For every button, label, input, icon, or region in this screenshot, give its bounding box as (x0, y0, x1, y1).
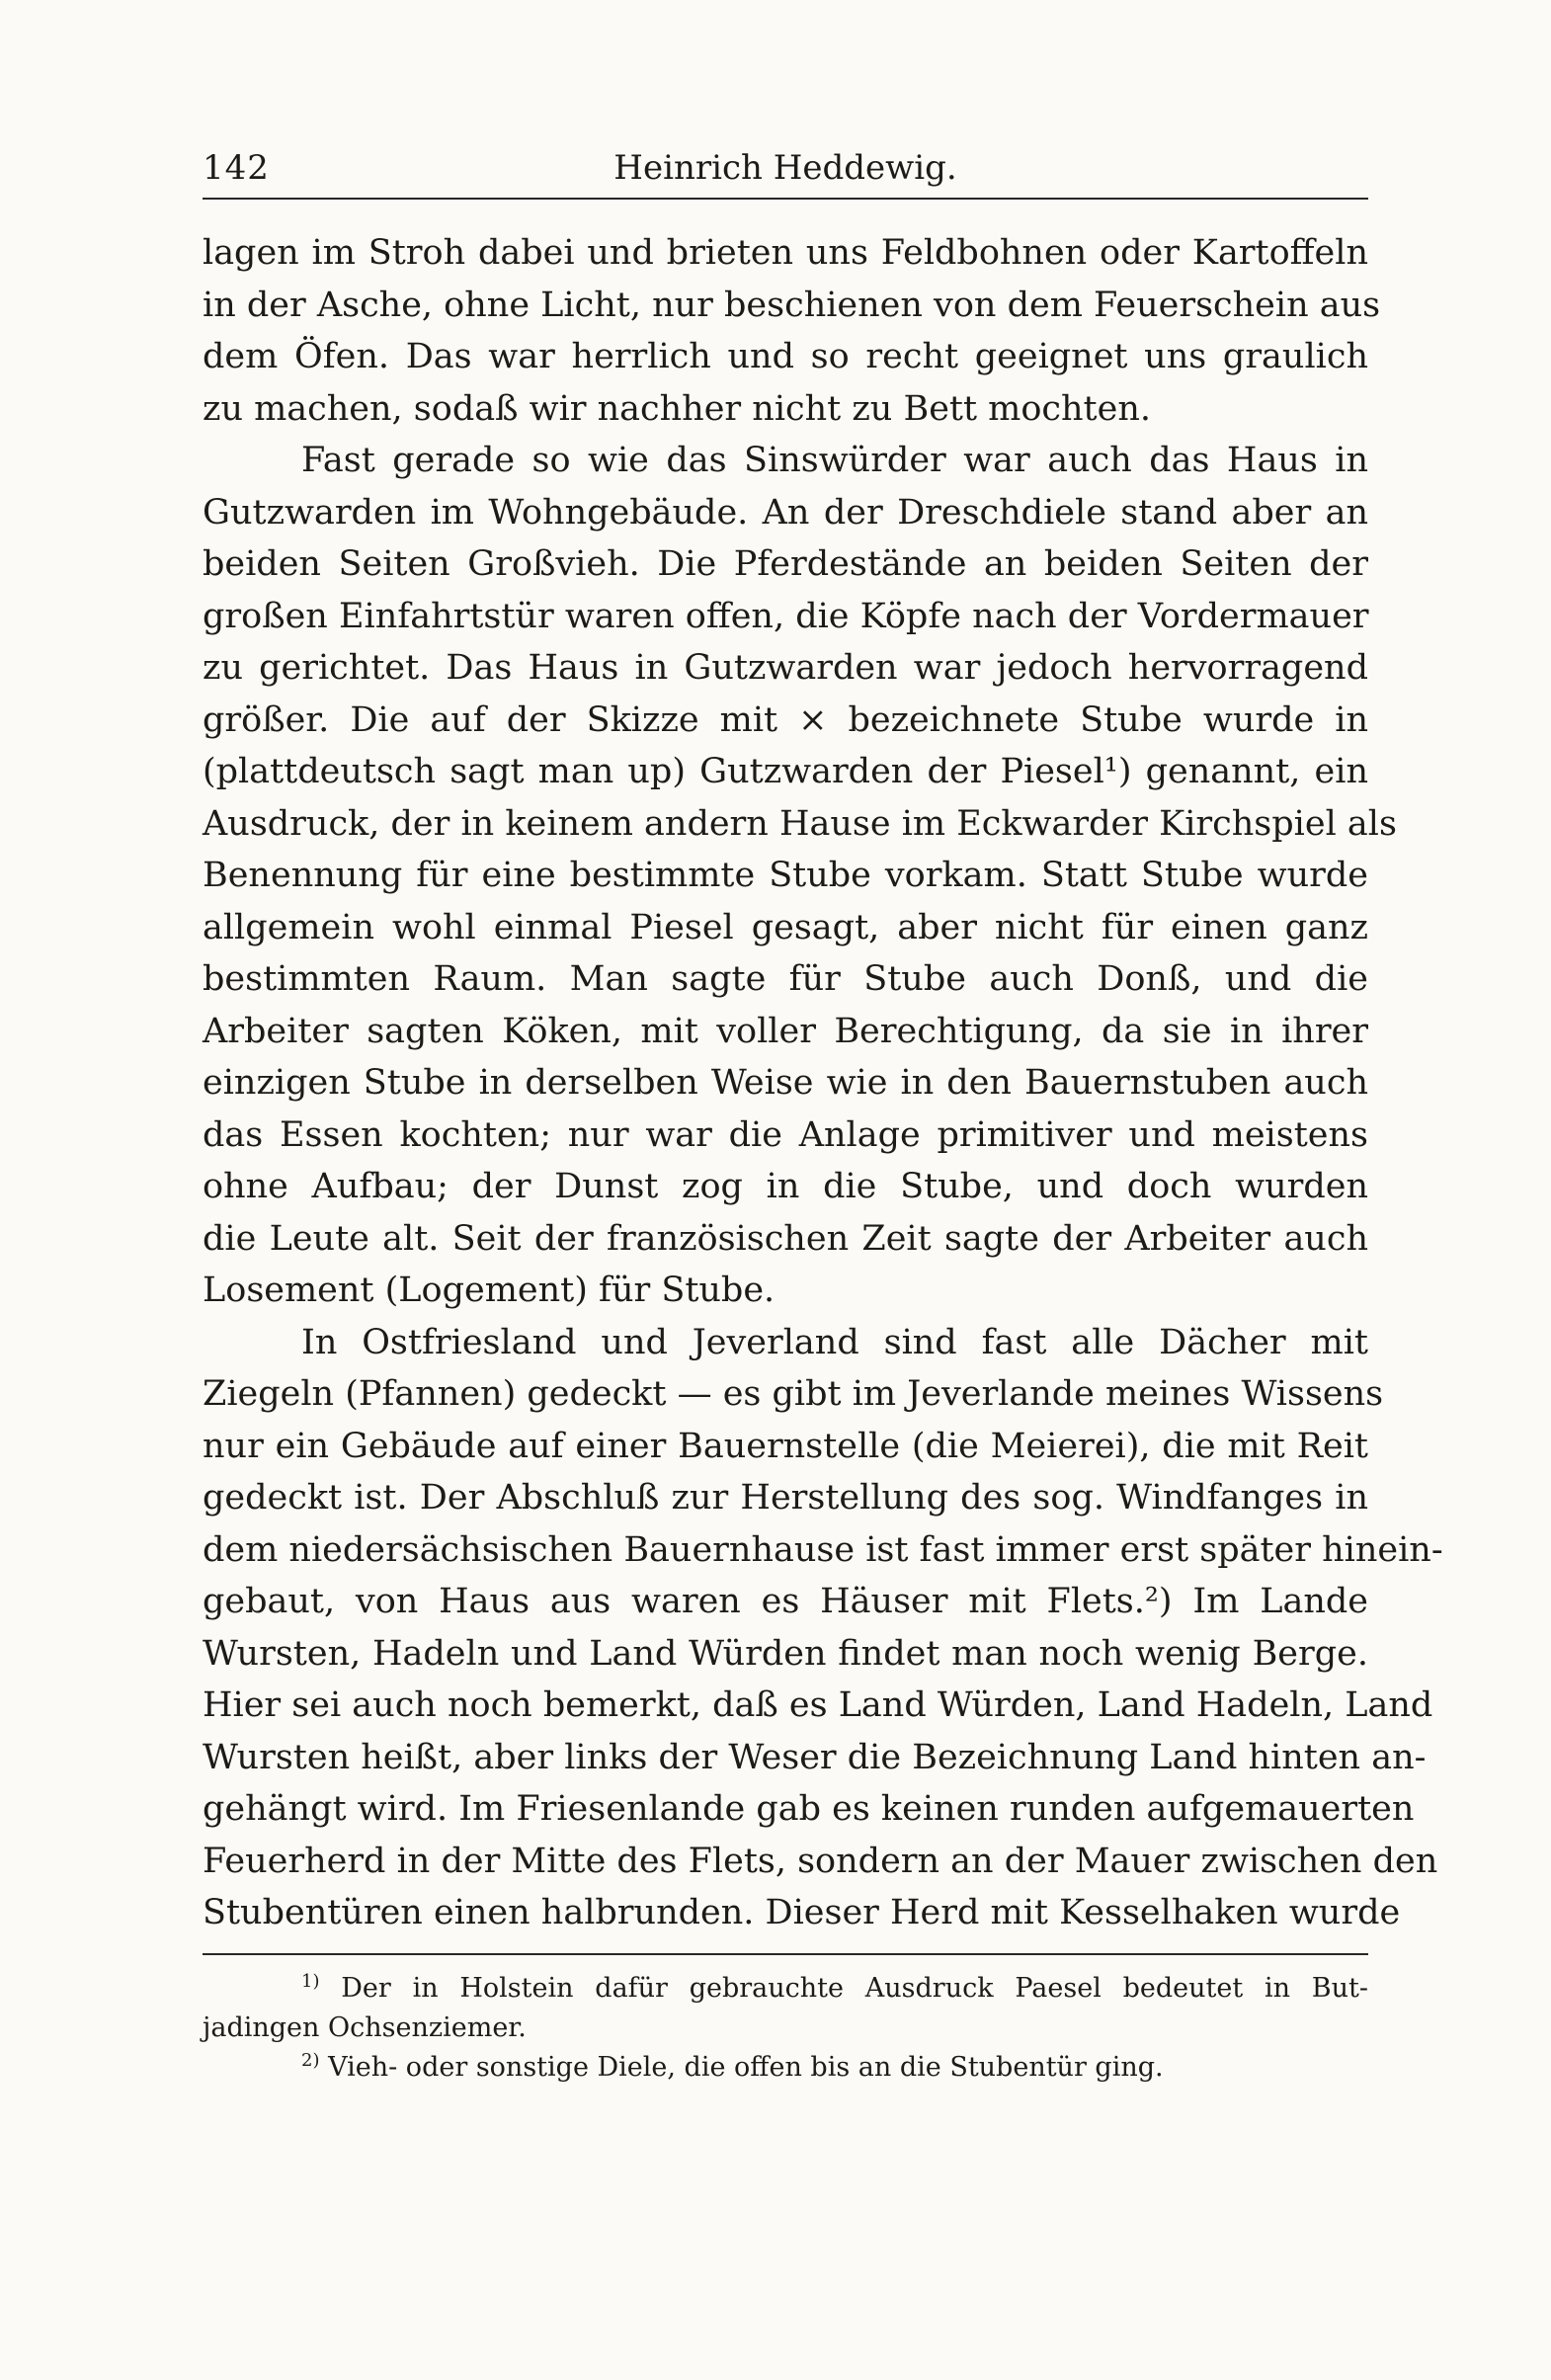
text-line: nur ein Gebäude auf einer Bauernstelle (die Meierei), die mit Reit (203, 1426, 1368, 1466)
footnotes (203, 1969, 1368, 2088)
footnote-text: Vieh- oder sonstige Diele, die offen bis an die Stubentür ging. (328, 2051, 1164, 2083)
text-line: Losement (Logement) für Stube. (203, 1271, 776, 1310)
text-line: Ziegeln (Pfannen) gedeckt — es gibt im Jeverlande meines Wissens (203, 1374, 1384, 1414)
footnote-1 (203, 1969, 1368, 2009)
text-line: Arbeiter sagten Köken, mit voller Berechtigung, da sie in ihrer (203, 1011, 1368, 1051)
footnote-2 (203, 2048, 1368, 2088)
text-line: Ausdruck, der in keinem andern Hause im Eckwarder Kirchspiel als (203, 803, 1397, 844)
text-line: zu gerichtet. Das Haus in Gutzwarden war jedoch hervorragend (203, 648, 1368, 688)
text-line: beiden Seiten Großvieh. Die Pferdeständе an beiden Seiten der (203, 544, 1368, 584)
text-line: ohne Aufbau; der Dunst zog in die Stube, und doch wurden (203, 1167, 1368, 1206)
running-title: Heinrich Heddewig. (613, 148, 957, 188)
text-line: Hier sei auch noch bemerkt, daß es Land Würden, Land Hadeln, Land (203, 1685, 1433, 1725)
book-page (203, 148, 1443, 2088)
text-line: bestimmten Raum. Man sagte für Stube auch Donß, und die (203, 959, 1368, 999)
text-line: Wursten heißt, aber links der Weser die Bezeichnung Land hinten an- (203, 1737, 1427, 1777)
footnote-rule (203, 1953, 1368, 1955)
page-number: 142 (203, 148, 270, 188)
text-line: lagen im Stroh dabei und brieten uns Feldbohnen oder Kartoffeln (203, 233, 1368, 273)
text-line: Wursten, Hadeln und Land Würden findet man noch wenig Berge. (203, 1633, 1368, 1674)
text-line: zu machen, sodaß wir nachher nicht zu Bett mochten. (203, 388, 1152, 429)
text-line: dem Öfen. Das war herrlich und so recht geeignet uns graulich (203, 337, 1368, 376)
text-line: gedeckt ist. Der Abschluß zur Herstellung des sog. Windfanges in (203, 1478, 1368, 1518)
body-text (203, 227, 1443, 1939)
text-line: Benennung für eine bestimmte Stube vorkam. Statt Stube wurde (203, 856, 1368, 895)
text-line: Feuerherd in der Mitte des Flets, sondern an der Mauer zwischen den (203, 1841, 1438, 1881)
header-rule (203, 198, 1368, 200)
text-line: in der Asche, ohne Licht, nur beschienen von dem Feuerschein aus (203, 285, 1381, 325)
footnote-1-continuation: jadingen Ochsenziemer. (203, 2011, 527, 2043)
text-line: die Leute alt. Seit der französischen Zeit sagte der Arbeiter auch (203, 1218, 1368, 1259)
running-head (203, 148, 1368, 194)
text-line: Fast gerade so wie das Sinswürder war auch das Haus in (301, 441, 1368, 480)
text-line: Gutzwarden im Wohngebäude. An der Dreschdiele stand aber an (203, 492, 1368, 533)
text-line: einzigen Stube in derselben Weise wie in den Bauernstuben auch (203, 1063, 1368, 1103)
footnote-marker: 1) (301, 1970, 320, 1992)
text-line: gebaut, von Haus aus waren es Häuser mit Flets.²) Im Lande (203, 1582, 1368, 1621)
text-line: allgemein wohl einmal Piesel gesagt, aber nicht für einen ganz (203, 907, 1368, 947)
text-line: (plattdeutsch sagt man up) Gutzwarden der Piesel¹) genannt, ein (203, 752, 1368, 791)
footnote-text: Der in Holstein dafür gebrauchte Ausdruck Paesel bedeutet in But- (341, 1972, 1368, 2004)
footnote-marker: 2) (301, 2049, 320, 2071)
text-line: gehängt wird. Im Friesenlande gab es keinen runden aufgemauerten (203, 1789, 1415, 1829)
text-line: das Essen kochten; nur war die Anlage primitiver und meistens (203, 1114, 1368, 1155)
text-line: großen Einfahrtstür waren offen, die Köpfe nach der Vordermauer (203, 596, 1369, 636)
text-line: Stubentüren einen halbrunden. Dieser Herd mit Kesselhaken wurde (203, 1893, 1401, 1932)
text-line: In Ostfriesland und Jeverland sind fast alle Dächer mit (301, 1322, 1368, 1362)
text-line: dem niedersächsischen Bauernhause ist fast immer erst später hinein- (203, 1529, 1443, 1570)
text-line: größer. Die auf der Skizze mit × bezeichnete Stube wurde in (203, 699, 1368, 740)
